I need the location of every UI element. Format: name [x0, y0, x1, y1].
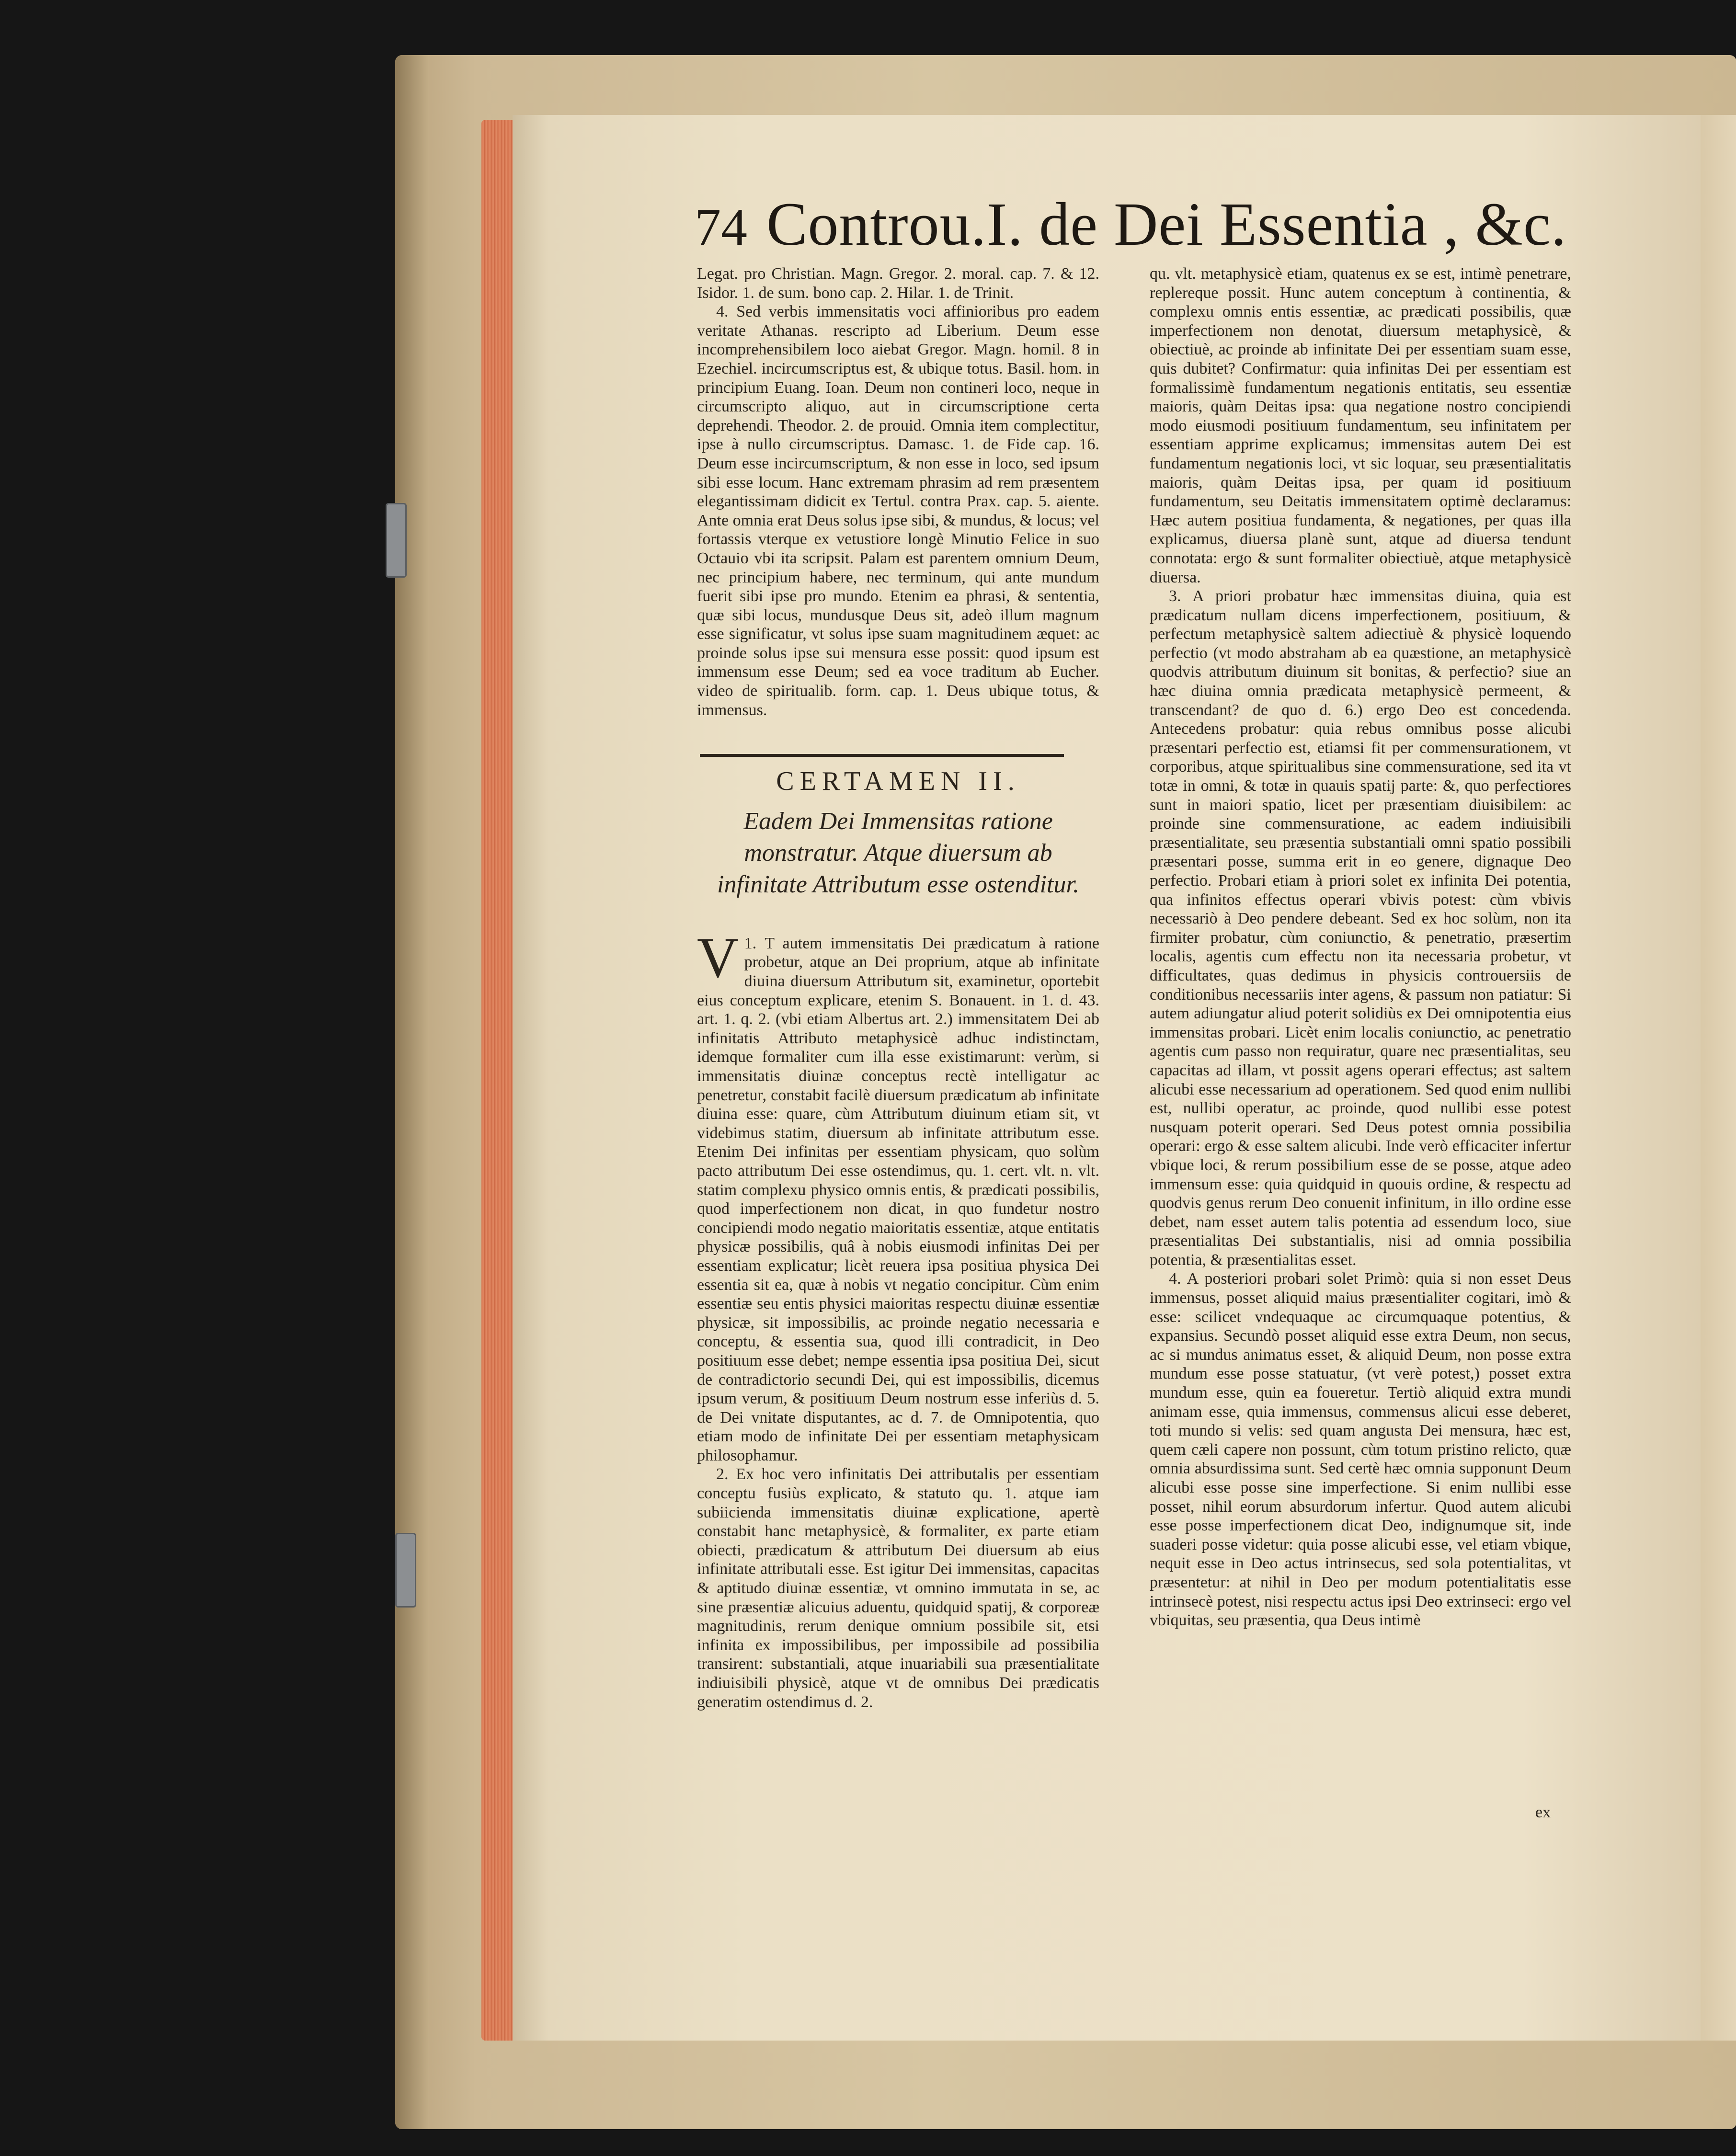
paragraph-4-right: 4. A posteriori probari solet Primò: quia si non esset Deus immensus, posset aliquid maius præsentialiter cogitari, imò & esse: scilicet vndequaque ac circumquaque potentius, & expansius. Secundò posset aliquid esse extra Deum, non secus, ac si mundus animatus esset, & aliquid Deum, non posse extra mundum esse posse statuatur, (vt verè potest,) posset extra mundum esse, quin ea foueretur. Tertiò aliquid extra mundi animam esse, quia immensus, commensus alicui esse deberet, toti mundo si velis: sed quam angusta Dei mensura, hæc est, quem cæli capere non possunt, cùm totum pristino relicto, quæ omnia absurdissima sunt. Sed certè hæc omnia supponunt Deum alicubi esse posse sine imperfectione. Si enim nullibi esse posset, nihil eorum absurdorum infertur. Quod autem alicubi esse posse imperfectionem dicat Deo, indignumque sit, inde suaderi posse videtur: quia posse alicubi esse, vel etiam vbique, nequit esse in Deo actus intrinsecus, sed sola potentialitas, vt præsentetur: at nihil in Deo per modum potentialitatis esse intrinsecè potest, nisi respectu actus ipsi Deo extrinseci: ergo vel vbiquitas, seu præsentia, qua Deus intimè: [1150, 1270, 1571, 1630]
section-subtitle: Eadem Dei Immensitas ratione monstratur. Atque diuersum ab infinitate Attributum esse ostenditur.: [717, 807, 1079, 898]
page-number: 74: [695, 198, 747, 256]
text-column-left: [697, 264, 1099, 1711]
text-column-right: [1150, 264, 1571, 1630]
paragraph-2: 2. Ex hoc vero infinitatis Dei attributalis per essentiam conceptu fusiùs explicato, & statuto qu. 1. atque iam subiicienda immensitatis diuinæ explicatione, apertè constabit hanc metaphysicè, & formaliter, ex parte etiam obiecti, prædicatum & attributum Dei diuersum ab eius infinitate attributali esse. Est igitur Dei immensitas, capacitas & aptitudo diuinæ essentiæ, vt omnino immutata in se, ac sine præsentiæ alicuius aduentu, quidquid spatij, & corporeæ magnitudinis, rerum denique omnium possibile sit, etsi infinita ex impossibilibus, per impossibile ad possibilia transirent: substantiali, atque inuariabili sua præsentialitate indiuisibili physicè, atque vt de omnibus Dei prædicatis generatim ostendimus d. 2.: [697, 1465, 1099, 1711]
paragraph-intro: Legat. pro Christian. Magn. Gregor. 2. moral. cap. 7. & 12. Isidor. 1. de sum. bono cap. 2. Hilar. 1. de Trinit.: [697, 265, 1099, 302]
paragraph-continued: qu. vlt. metaphysicè etiam, quatenus ex se est, intimè penetrare, replereque possit. Hunc autem conceptum à continentia, & complexu omnis entis essentiæ, ac prædicati possibilis, quæ imperfectionem non denotat, diuersum metaphysicè, & obiectiuè, ac proinde ab infinitate Dei per essentiam suam esse, quis dubitet? Confirmatur: quia infinitas Dei per essentiam est formalissimè fundamentum negationis entitatis, seu essentiæ maioris, quàm Deitas ipsa: qua negatione nostro concipiendi modo eiusmodi positiuum fundamentum, seu infinitatem per essentiam apprime explicamus; immensitas autem Dei est fundamentum negationis loci, vt sic loquar, seu præsentialitatis maioris, quàm Deitas ipsa, per quam id positiuum fundamentum, seu Deitatis immensitatem optimè declaramus: Hæc autem positiua fundamenta, & negationes, per quas illa explicamus, diuersa planè sunt, atque ad diuersa tendunt connotata: ergo & sunt formaliter obiectiuè, atque metaphysicè diuersa.: [1150, 265, 1571, 586]
catchword: ex: [1535, 1803, 1551, 1821]
paragraph-number: 1.: [744, 934, 757, 952]
section-title: CERTAMEN II.: [776, 766, 1020, 797]
section-divider: [700, 754, 1064, 757]
page-title: Controu.I. de Dei Essentia , &c.: [766, 190, 1567, 258]
book-spine: [395, 55, 429, 2129]
paragraph-1: [697, 925, 1099, 1465]
paragraph-3: 3. A priori probatur hæc immensitas diuina, quia est prædicatum nullam dicens imperfectionem, positiuum, & perfectum metaphysicè saltem adiectiuè & physicè loquendo perfectio (vt modo abstraham ab ea quæstione, an metaphysicè quodvis attributum diuinum sit bonitas, & perfectio? siue an hæc diuina omnia prædicata metaphysicè permeent, & transcendant? de quo d. 6.) ergo Deo est concedenda. Antecedens probatur: quia rebus omnibus posse alicubi præsentari perfectio est, etiamsi fit per commensurationem, vt corporibus, atque spiritualibus sine commensuratione, sed ita vt totæ in omni, & totæ in quauis spatij parte: &, quo perfectiores sunt in maiori spatio, licet per præsentiam diuisibilem: ac proinde sine commensuratione, ac eadem indiuisibili præsentialitate, seu præsentia substantiali omni spatio possibili præsentari posse, summa erit in eo genere, dignaque Deo perfectio. Probari etiam à priori solet ex infinita Dei potentia, qua infinitos effectus operari vbivis potest: cùm vbivis necessariò à Deo pendere debeant. Sed ex hoc solùm, non ita firmiter probatur, cùm coniunctio, & penetratio, præsertim localis, agentis cum effectu non ita necessaria probetur, vt difficultates, quas dedimus in physicis controuersiis de conditionibus necessariis inter agens, & passum non patiatur: Si autem adiungatur aliud poterit solidiùs ex Dei omnipotentia eius immensitas probari. Licèt enim localis coniunctio, ac penetratio agentis cum passo non requiratur, quare nec præsentialitas, seu capacitas ad illam, vt possit agens operari effectus; ast saltem alicubi esse necessarium ad operationem. Sed quod enim nullibi est, nullibi operatur, ac proinde, quod nullibi esse potest nusquam poterit operari. Sed Deus potest omnia possibilia operari: ergo & esse saltem alicubi. Inde verò efficaciter infertur vbique loci, & rerum possibilium esse de se posse, atque adeo immensum esse: quia quidquid in quouis ordine, & respectu ad quodvis genus rerum Deo conuenit infinitum, in illo ordine esse debet, nam esset autem talis potentia ad essendum loco, siue præsentialitas Dei substantialis, nisi ad omnia possibilia potentia, & præsentialitas esset.: [1150, 587, 1571, 1269]
clasp-lower: [395, 1533, 416, 1608]
paragraph-4-left: 4. Sed verbis immensitatis voci affinioribus pro eadem veritate Athanas. rescripto ad Liberium. Deum esse incomprehensibilem loco aiebat Gregor. Magn. homil. 8 in Ezechiel. incircumscriptus est, & ubique totus. Basil. hom. in principium Euang. Ioan. Deum non contineri loco, neque in circumscripto aliquo, aut in circumscriptione certa deprehendi. Theodor. 2. de prouid. Omnia item complectitur, ipse à nullo circumscriptus. Damasc. 1. de Fide cap. 16. Deum esse incircumscriptum, & non esse in loco, sed ipsum sibi esse locum. Hanc extremam phrasim ad rem præsentem elegantissimam didicit ex Tertul. contra Prax. cap. 5. aiente. Ante omnia erat Deus solus ipse sibi, & mundus, & locus; vel fortassis vterque ex vetustiore longè Minutio Felice in suo Octauio vbi ita scripsit. Palam est parentem omnium Deum, nec principium habere, nec terminum, qui ante mundum fuerit sibi ipse pro mundo. Etenim ea phrasi, & sententia, quæ sibi locus, mundusque Deus sit, adeò illum magnum esse significatur, vt solus ipse suam magnitudinem æquet: ac proinde solus ipse sui mensura esse possit: quod ipsum est immensum esse Deum; sed ea voce traditum ab Eucher. video de spiritualib. form. cap. 1. Deus ubique totus, & immensus.: [697, 303, 1099, 719]
running-head: [695, 189, 1567, 261]
paragraph-1-text: T autem immensitatis Dei prædicatum à ratione probetur, atque an Dei proprium, atque ab infinitate diuina diuersum Attributum sit, examinetur, oportebit eius conceptum explicare, etenim S. Bonauent. in 1. d. 43. art. 1. q. 2. (vbi etiam Albertus art. 2.) immensitatem Dei ab infinitatis Attributo metaphysicè adhuc indistinctam, idemque formaliter cum illa esse existimarunt: verùm, si immensitatis diuinæ conceptus rectè intelligatur ac penetretur, constabit facilè diuersum prædicatum ab infinitate diuina esse: quare, cùm Attributum diuinum etiam sit, vt videbimus statim, diuersum ab infinitate attributum esse. Etenim Dei infinitas per essentiam physicam, quo solùm pacto attributum Dei esse ostendimus, qu. 1. cert. vlt. n. vlt. statim complexu physico omnis entis, & prædicati possibilis, quod imperfectionem non dicat, in quo fundetur nostro concipiendi modo negatio maioritatis essentiæ, atque entitatis physicæ possibilis, quâ à nobis eiusmodi infinitas Dei per essentiam explicatur; licèt reuera ipsa positiua physica Dei essentia sit ea, quæ à nobis vt negatio concipitur. Cùm enim essentiæ seu entis physici maioritas respectu diuinæ essentiæ physicæ, sit impossibilis, ac proinde negatio necessaria e conceptu, & essentia sua, quod illi contradicit, in Deo positiuum esse debet; nempe essentia ipsa positiua Dei, sicut de contradictorio secundi Dei, qui est impossibilis, dicemus ipsum verum, & positiuum Deum nostrum esse inferiùs d. 5. de Dei vnitate disputantes, ac d. 7. de Omnipotentia, quo etiam modo de infinitate Dei per essentiam metaphysicam philosophamur.: [697, 934, 1099, 1464]
drop-cap: V: [697, 925, 739, 989]
clasp-upper: [386, 503, 407, 578]
red-page-edges: [481, 120, 515, 2041]
